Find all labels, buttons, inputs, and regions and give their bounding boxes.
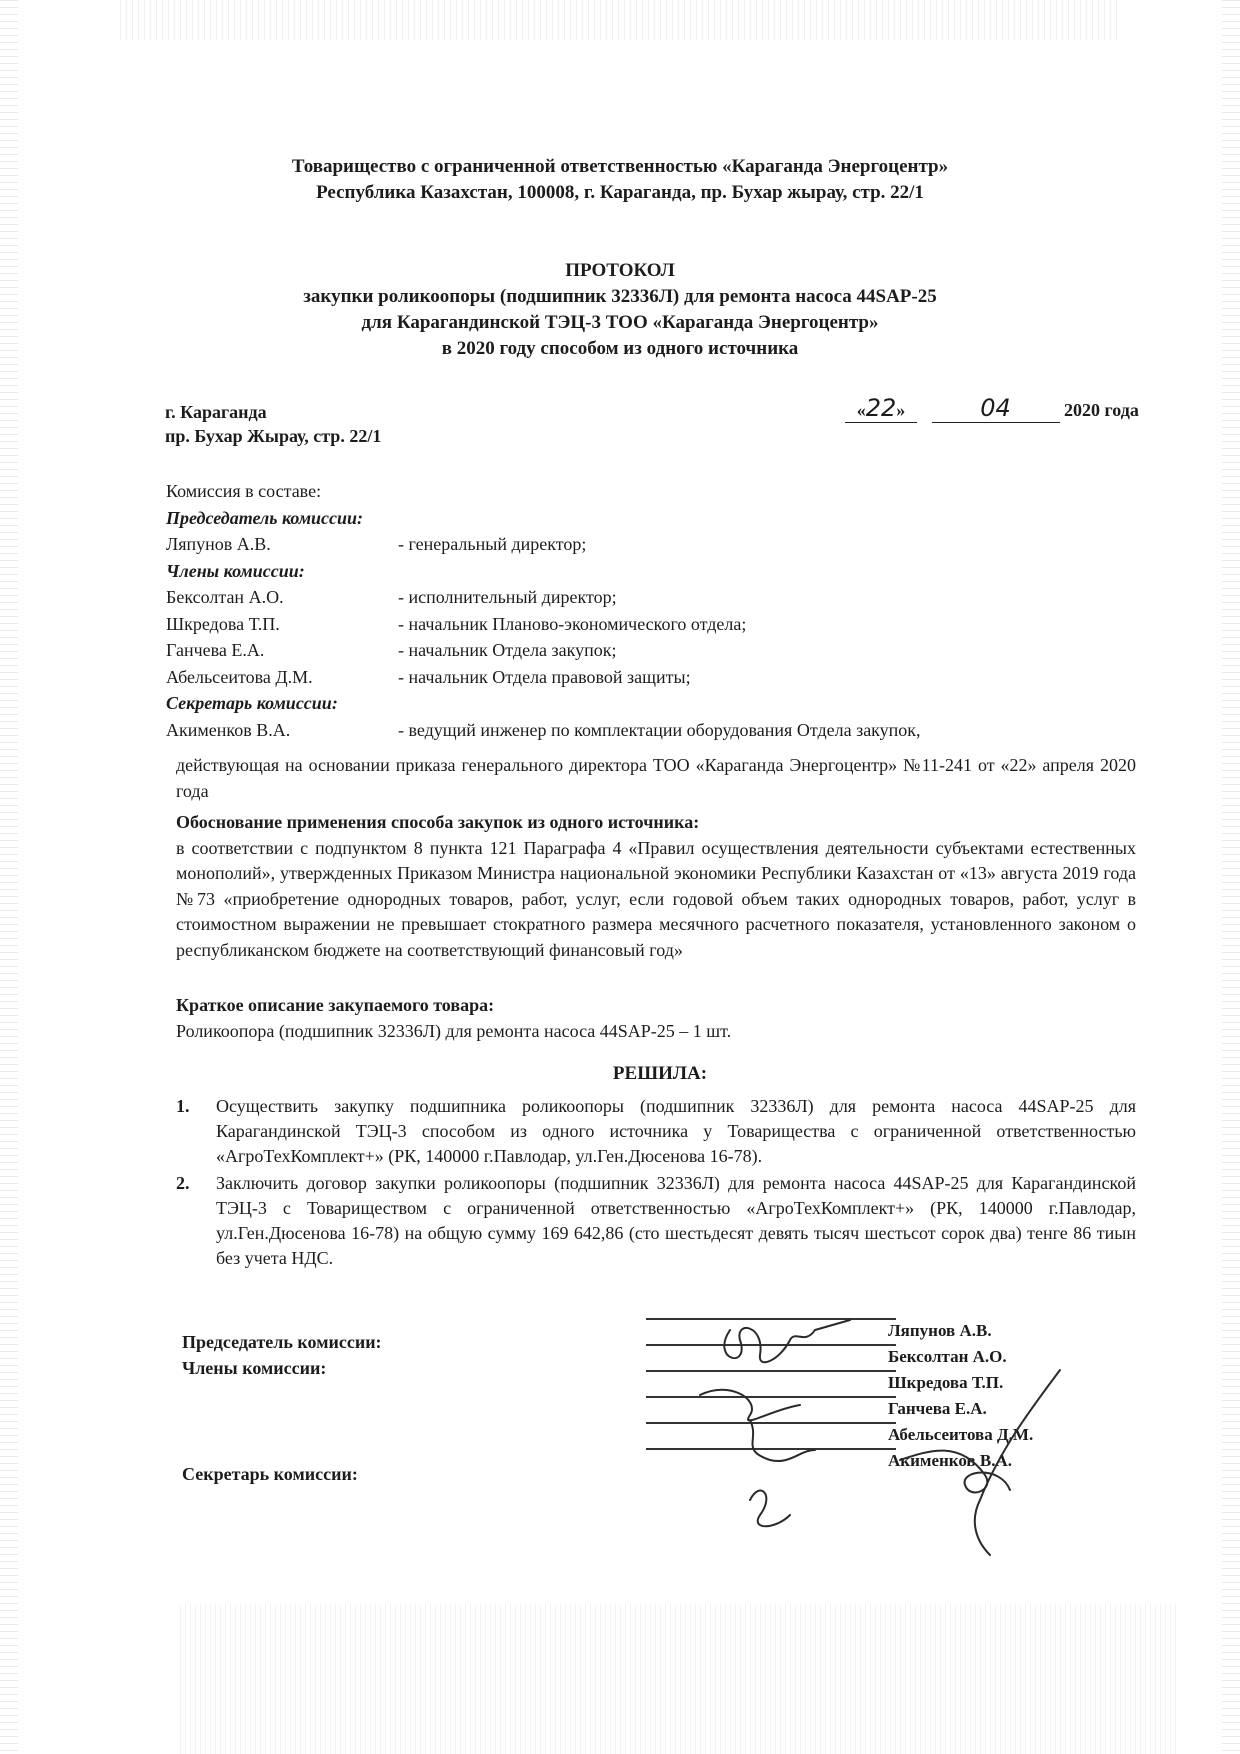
title-line-1: закупки роликоопоры (подшипник 32336Л) для ремонта насоса 44SAP-25 [303,286,937,307]
commission-row: Акименков В.А. - ведущий инженер по комплектации оборудования Отдела закупок, [166,719,921,740]
date-month-field [932,394,1060,423]
commission-list [166,478,1126,743]
signature-member-3 [750,1491,790,1527]
signature-member-2 [750,1420,815,1461]
document-date [845,394,1139,423]
place-block [165,400,381,448]
signature-member-4 [975,1370,1060,1555]
signatory-name: Бексолтан А.О. [888,1347,1007,1366]
date-day-field: «22» [845,394,917,423]
date-year: 2020 года [1064,400,1139,420]
signatory-name: Абельсеитова Д.М. [888,1425,1034,1444]
signatory-name: Акименков В.А. [888,1451,1012,1470]
org-address: Республика Казахстан, 100008, г. Караганда, пр. Бухар жырау, стр. 22/1 [316,182,924,203]
commission-intro: Комиссия в составе: [166,481,322,501]
signatory-name: Шкредова Т.П. [888,1373,1004,1392]
members-signature-label: Члены комиссии: [182,1358,327,1378]
signatory-name: Ганчева Е.А. [888,1399,987,1418]
title-main: ПРОТОКОЛ [565,260,675,281]
description-heading: Краткое описание закупаемого товара: [176,995,495,1015]
commission-row: Ганчева Е.А. - начальник Отдела закупок; [166,640,617,660]
commission-row: Шкредова Т.П. - начальник Планово-экономического отдела; [166,613,747,634]
commission-row: Ляпунов А.В. - генеральный директор; [166,534,587,554]
scan-noise-bottom [180,1604,1180,1754]
address: пр. Бухар Жырау, стр. 22/1 [165,426,382,446]
org-name: Товарищество с ограниченной ответственностью «Караганда Энергоцентр» [291,156,949,177]
secretary-signature-label: Секретарь комиссии: [182,1464,358,1484]
secretary-heading: Секретарь комиссии: [166,693,338,713]
signature-chair [724,1320,850,1362]
description-text: Роликоопора (подшипник 32336Л) для ремонта насоса 44SAP-25 – 1 шт. [176,1020,732,1041]
description-section [176,993,1136,1044]
signature-member-1 [700,1390,800,1421]
scan-edge-left [0,0,18,1754]
justification-section [176,810,1136,963]
chair-heading: Председатель комиссии: [166,507,364,528]
city: г. Караганда [165,402,267,422]
date-day: 22 [865,394,897,422]
scan-edge-right [1222,0,1240,1754]
decision-item: 2. Заключить договор закупки роликоопоры (подшипник 32336Л) для ремонта насоса 44SAP-25 для Карагандинской ТЭЦ-3 с Товариществом с ограниченной ответственностью «АгроТехКомплект+» (РК, 140000 г.Павлодар, ул.Ген.Дюсенова 16-78) на общую сумму 169 642,86 (сто шестьдесят девять тысяч шестьсот сорок два) тенге 86 тиын без учета НДС. [176,1173,1136,1268]
handwritten-signatures [600,1300,1120,1560]
chair-signature-label: Председатель комиссии: [182,1332,382,1352]
signatory-name: Ляпунов А.В. [888,1321,992,1340]
title-line-3: в 2020 году способом из одного источника [441,338,799,359]
decided-heading: РЕШИЛА: [612,1063,708,1084]
decision-item: 1. Осуществить закупку подшипника роликоопоры (подшипник 32336Л) для ремонта насоса 44SAP-25 для Карагандинской ТЭЦ-3 способом из одного источника у Товарищества с ограниченной ответственностью «АгроТехКомплект+» (РК, 140000 г.Павлодар, ул.Ген.Дюсенова 16-78). [176,1096,1136,1166]
scan-noise-top [120,0,1120,40]
protocol-title [150,258,1090,362]
justification-heading: Обоснование применения способа закупок из одного источника: [176,812,700,832]
commission-row: Абельсеитова Д.М. - начальник Отдела правовой защиты; [166,666,691,687]
date-month: 04 [980,394,1011,422]
organization-header [150,154,1090,206]
commission-row: Бексолтан А.О. - исполнительный директор; [166,587,617,607]
justification-text: в соответствии с подпунктом 8 пункта 121 Параграфа 4 «Правил осуществления деятельности субъектами естественных монополий», утвержденных Приказом Министра национальной экономики Республики Казахстан от «13» августа 2019 года №73 «приобретение однородных товаров, работ, услуг, если годовой объем таких однородных товаров, работ, услуг в стоимостном выражении не превышает стократного размера месячного расчетного показателя, установленного законом о республиканском бюджете на соответствующий финансовый год» [176,837,1136,960]
decision-list [176,1094,1136,1273]
basis-text: действующая на основании приказа генерального директора ТОО «Караганда Энергоцентр» №11-241 от «22» апреля 2020 года [176,755,1136,801]
members-heading: Члены комиссии: [166,560,305,581]
title-line-2: для Карагандинской ТЭЦ-3 ТОО «Караганда Энергоцентр» [361,312,879,333]
